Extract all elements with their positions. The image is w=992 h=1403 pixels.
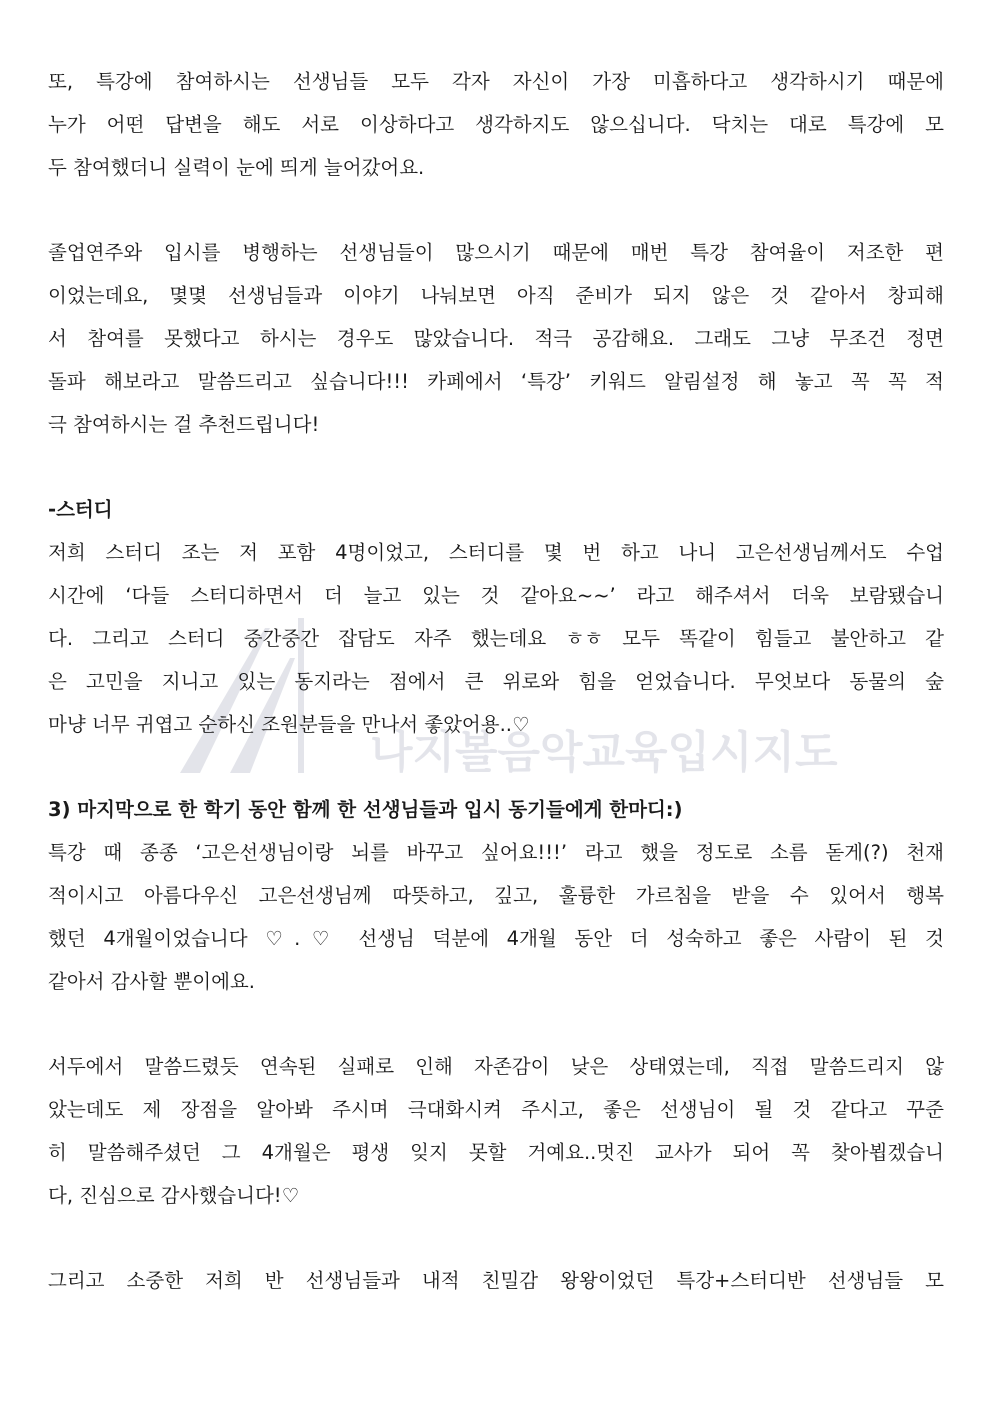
text-line: 또, 특강에 참여하시는 선생님들 모두 각자 자신이 가장 미흡하다고 생각하시기 때문에	[48, 70, 944, 93]
text-line: 두 참여했더니 실력이 눈에 띄게 늘어갔어요.	[48, 156, 425, 179]
text-line: 았는데도 제 장점을 알아봐 주시며 극대화시켜 주시고, 좋은 선생님이 될 것 같다고 꾸준	[48, 1098, 944, 1121]
text-line: 돌파 해보라고 말씀드리고 싶습니다!!! 카페에서 ‘특강’ 키워드 알림설정 해 놓고 꼭 꼭 적	[48, 370, 944, 393]
text-line: 특강 때 종종 ‘고은선생님이랑 뇌를 바꾸고 싶어요!!!’ 라고 했을 정도로 소름 돋게(?) 천재	[48, 841, 944, 864]
text-line: 했던 4개월이었습니다 ♡.♡ 선생님 덕분에 4개월 동안 더 성숙하고 좋은 사람이 된 것	[48, 927, 944, 950]
text-line: 누가 어떤 답변을 해도 서로 이상하다고 생각하지도 않으십니다. 닥치는 대로 특강에 모	[48, 113, 944, 136]
text-line: 다. 그리고 스터디 중간중간 잡담도 자주 했는데요 ㅎㅎ 모두 똑같이 힘들고 불안하고 같	[48, 627, 944, 650]
text-line: 같아서 감사할 뿐이에요.	[48, 970, 255, 993]
paragraph-gap	[48, 746, 944, 788]
heading-final-words: 3) 마지막으로 한 학기 동안 함께 한 선생님들과 입시 동기들에게 한마디:)	[48, 798, 683, 821]
text-line: 졸업연주와 입시를 병행하는 선생님들이 많으시기 때문에 매번 특강 참여율이 저조한 편	[48, 241, 944, 264]
paragraph-thanks-teacher	[48, 831, 944, 1003]
paragraph-special-lecture-1	[48, 60, 944, 189]
text-line: 서 참여를 못했다고 하시는 경우도 많았습니다. 적극 공감해요. 그래도 그냥 무조건 정면	[48, 327, 944, 350]
paragraph-gap	[48, 189, 944, 231]
text-line: 저희 스터디 조는 저 포함 4명이었고, 스터디를 몇 번 하고 나니 고은선생님께서도 수업	[48, 541, 944, 564]
text-line: 다, 진심으로 감사했습니다!♡	[48, 1184, 300, 1207]
paragraph-gap	[48, 1003, 944, 1045]
text-line: 히 말씀해주셨던 그 4개월은 평생 잊지 못할 거예요..멋진 교사가 되어 꼭 찾아뵙겠습니	[48, 1141, 944, 1164]
paragraph-study	[48, 531, 944, 746]
paragraph-gap	[48, 446, 944, 488]
text-line: 그리고 소중한 저희 반 선생님들과 내적 친밀감 왕왕이었던 특강+스터디반 선생님들 모	[48, 1269, 944, 1292]
text-line: 마냥 너무 귀엽고 순하신 조원분들을 만나서 좋았어용..♡	[48, 713, 530, 736]
paragraph-gap	[48, 1217, 944, 1259]
paragraph-gratitude	[48, 1045, 944, 1217]
text-line: 극 참여하시는 걸 추천드립니다!	[48, 413, 320, 436]
text-line: 시간에 ‘다들 스터디하면서 더 늘고 있는 것 같아요~~’ 라고 해주셔서 더욱 보람됐습니	[48, 584, 944, 607]
text-line: 은 고민을 지니고 있는 동지라는 점에서 큰 위로와 힘을 얻었습니다. 무엇보다 동물의 숲	[48, 670, 944, 693]
watermark-text: 나지볼음악교육입시지도	[370, 727, 838, 778]
text-line: 이었는데요, 몇몇 선생님들과 이야기 나눠보면 아직 준비가 되지 않은 것 같아서 창피해	[48, 284, 944, 307]
heading-study: -스터디	[48, 498, 113, 521]
text-line: 서두에서 말씀드렸듯 연속된 실패로 인해 자존감이 낮은 상태였는데, 직접 말씀드리지 않	[48, 1055, 944, 1078]
paragraph-special-lecture-2	[48, 231, 944, 446]
paragraph-classmates	[48, 1259, 944, 1302]
document-page	[48, 60, 944, 1302]
text-line: 적이시고 아름다우신 고은선생님께 따뜻하고, 깊고, 훌륭한 가르침을 받을 수 있어서 행복	[48, 884, 944, 907]
